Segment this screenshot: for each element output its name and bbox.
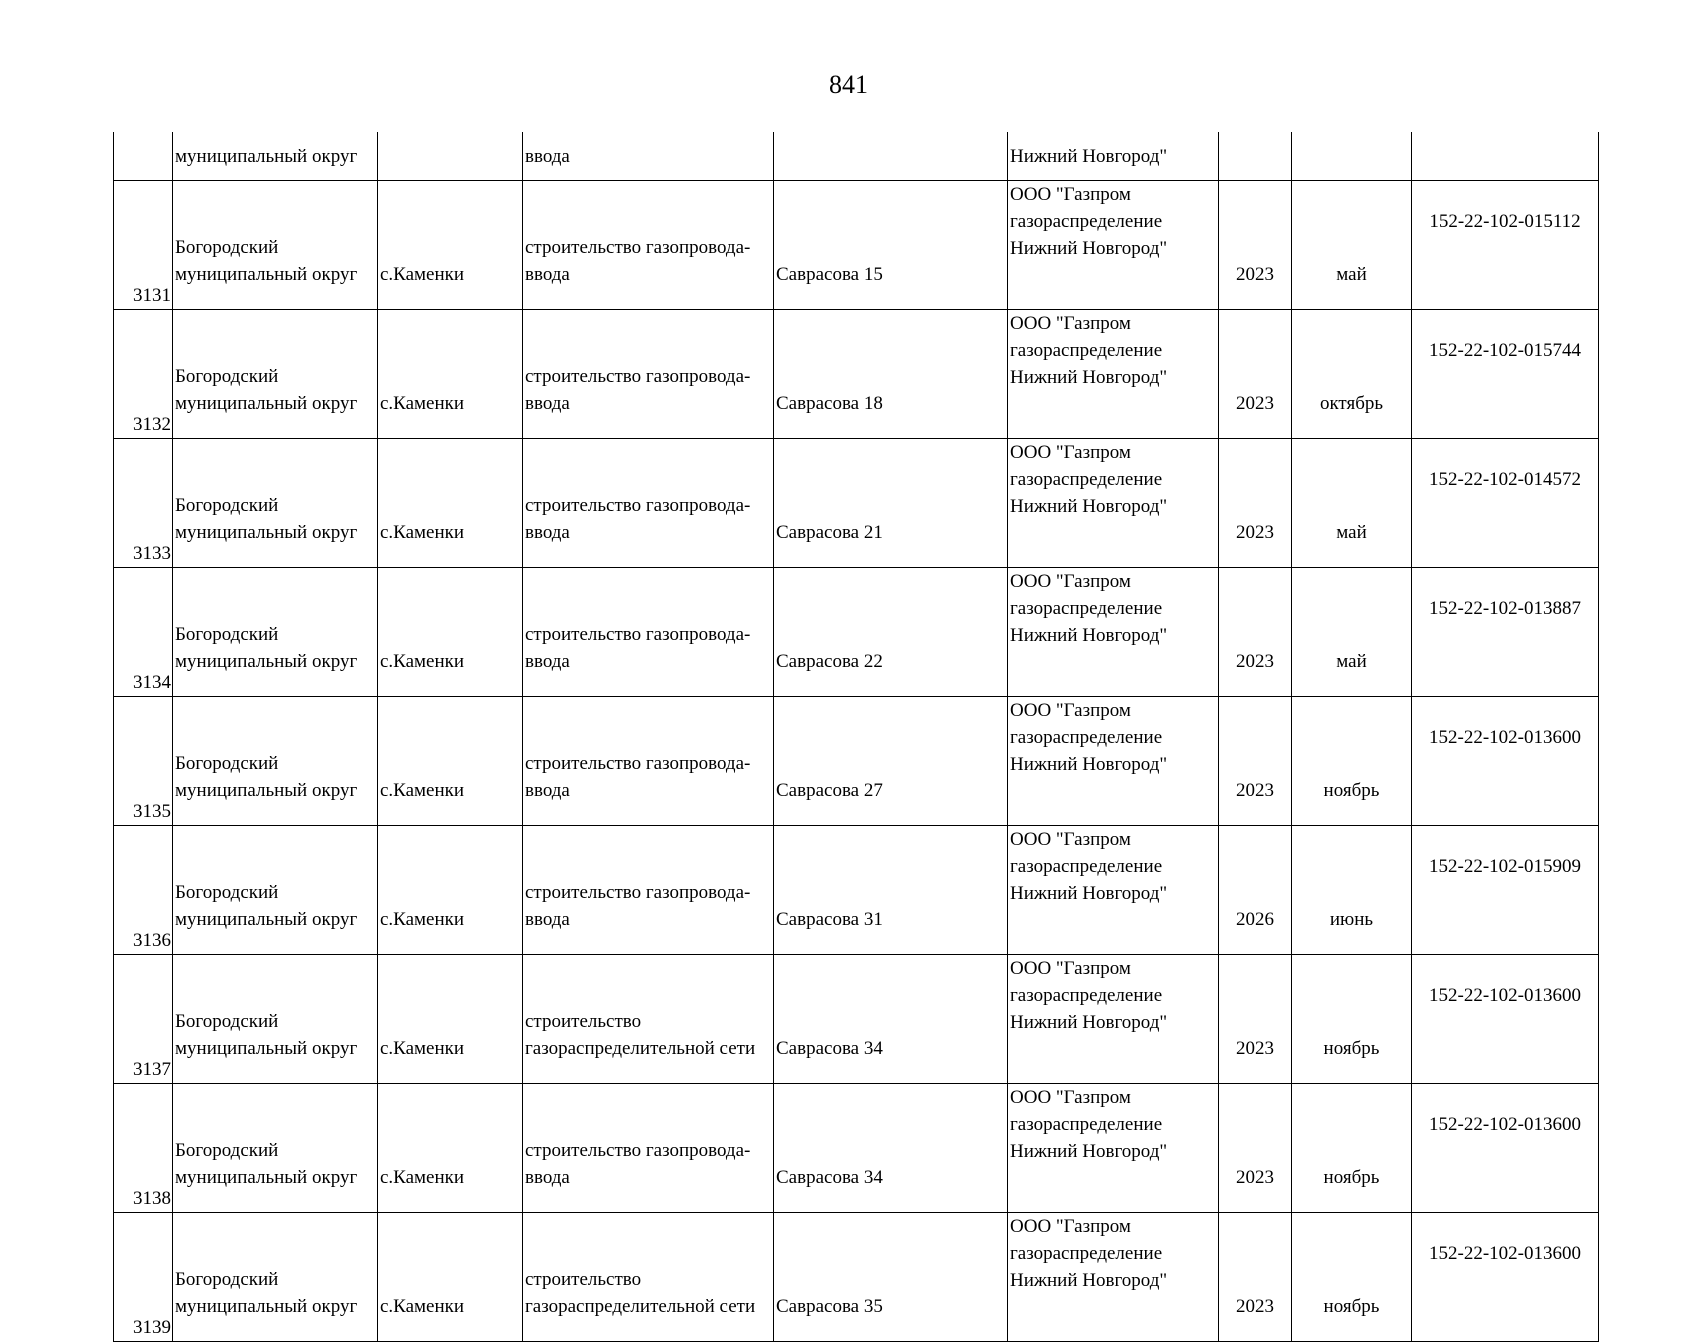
address-cell: Саврасова 35 (774, 1213, 1008, 1342)
address-cell: Саврасова 22 (774, 568, 1008, 697)
cell-line: газораспределение (1010, 1114, 1163, 1135)
month-cell: ноябрь (1292, 1213, 1412, 1342)
table-row (114, 439, 1599, 568)
organization-cell (1008, 1084, 1219, 1213)
organization-cell (1008, 826, 1219, 955)
year-cell: 2023 (1219, 181, 1292, 310)
cell-year (1219, 132, 1292, 181)
cell-line: Богородский (175, 1140, 279, 1161)
code-cell: 152-22-102-013600 (1412, 1084, 1599, 1213)
cell-line: муниципальный округ (175, 264, 358, 285)
locality-cell: с.Каменки (378, 310, 523, 439)
work-type-cell (523, 697, 774, 826)
cell-line: ввода (525, 393, 570, 414)
address-cell: Саврасова 31 (774, 826, 1008, 955)
page-number: 841 (829, 70, 868, 99)
cell-line: ООО "Газпром (1010, 958, 1131, 979)
cell-line: ввода (525, 264, 570, 285)
organization-cell (1008, 439, 1219, 568)
address-cell: Саврасова 34 (774, 1084, 1008, 1213)
cell-line: муниципальный округ (175, 1167, 358, 1188)
work-type-cell (523, 310, 774, 439)
cell-line: ввода (525, 651, 570, 672)
cell-line: ООО "Газпром (1010, 700, 1131, 721)
cell-line: ООО "Газпром (1010, 313, 1131, 334)
year-cell: 2023 (1219, 955, 1292, 1084)
cell-line: ввода (525, 780, 570, 801)
cell-line: Богородский (175, 1011, 279, 1032)
row-number: 3135 (114, 697, 173, 826)
row-number: 3139 (114, 1213, 173, 1342)
cell-code (1412, 132, 1599, 181)
year-cell: 2023 (1219, 1084, 1292, 1213)
cell-line: Богородский (175, 495, 279, 516)
cell-line: газораспределение (1010, 340, 1163, 361)
cell-line: газораспределительной сети (525, 1038, 756, 1059)
work-type-cell (523, 955, 774, 1084)
work-type-cell (523, 1084, 774, 1213)
locality-cell: с.Каменки (378, 955, 523, 1084)
cell-line: строительство газопровода- (525, 1140, 751, 1161)
row-number: 3131 (114, 181, 173, 310)
cell-line: муниципальный округ (175, 1038, 358, 1059)
cell-line: Нижний Новгород" (1010, 238, 1168, 259)
year-cell: 2023 (1219, 310, 1292, 439)
district-cell (173, 568, 378, 697)
cell-line: ООО "Газпром (1010, 571, 1131, 592)
cell-line: Богородский (175, 1269, 279, 1290)
district-cell (173, 1213, 378, 1342)
month-cell: май (1292, 568, 1412, 697)
table-body (114, 132, 1599, 1342)
address-cell: Саврасова 15 (774, 181, 1008, 310)
table-row (114, 568, 1599, 697)
year-cell: 2023 (1219, 568, 1292, 697)
row-number: 3137 (114, 955, 173, 1084)
cell-line: газораспределение (1010, 469, 1163, 490)
organization-cell (1008, 955, 1219, 1084)
district-cell (173, 1084, 378, 1213)
cell-district: муниципальный округ (173, 132, 378, 181)
address-cell: Саврасова 18 (774, 310, 1008, 439)
address-cell: Саврасова 34 (774, 955, 1008, 1084)
cell-line: ввода (525, 522, 570, 543)
cell-line: строительство (525, 1011, 642, 1032)
locality-cell: с.Каменки (378, 568, 523, 697)
cell-line: Богородский (175, 882, 279, 903)
table-row (114, 1213, 1599, 1342)
locality-cell: с.Каменки (378, 697, 523, 826)
locality-cell: с.Каменки (378, 1084, 523, 1213)
district-cell (173, 310, 378, 439)
cell-line: газораспределение (1010, 598, 1163, 619)
code-cell: 152-22-102-015909 (1412, 826, 1599, 955)
row-number: 3133 (114, 439, 173, 568)
work-type-cell (523, 181, 774, 310)
cell-line: муниципальный округ (175, 522, 358, 543)
continuation-row (114, 132, 1599, 181)
organization-cell (1008, 310, 1219, 439)
cell-line: Богородский (175, 366, 279, 387)
cell-line: муниципальный округ (175, 1296, 358, 1317)
table-row (114, 697, 1599, 826)
cell-line: газораспределение (1010, 211, 1163, 232)
cell-line: газораспределение (1010, 727, 1163, 748)
cell-line: строительство газопровода- (525, 366, 751, 387)
year-cell: 2023 (1219, 697, 1292, 826)
table-row (114, 826, 1599, 955)
cell-line: газораспределение (1010, 1243, 1163, 1264)
month-cell: октябрь (1292, 310, 1412, 439)
cell-month (1292, 132, 1412, 181)
cell-line: ООО "Газпром (1010, 442, 1131, 463)
cell-line: муниципальный округ (175, 393, 358, 414)
work-type-cell (523, 826, 774, 955)
row-number: 3132 (114, 310, 173, 439)
cell-line: строительство газопровода- (525, 624, 751, 645)
address-cell: Саврасова 21 (774, 439, 1008, 568)
month-cell: ноябрь (1292, 955, 1412, 1084)
district-cell (173, 826, 378, 955)
registry-table (113, 132, 1599, 1342)
cell-line: Нижний Новгород" (1010, 367, 1168, 388)
table-row (114, 955, 1599, 1084)
organization-cell (1008, 1213, 1219, 1342)
cell-line: ООО "Газпром (1010, 829, 1131, 850)
code-cell: 152-22-102-013600 (1412, 1213, 1599, 1342)
table-row (114, 310, 1599, 439)
cell-line: муниципальный округ (175, 909, 358, 930)
cell-line: Нижний Новгород" (1010, 1270, 1168, 1291)
district-cell (173, 697, 378, 826)
organization-cell (1008, 697, 1219, 826)
cell-line: Нижний Новгород" (1010, 754, 1168, 775)
locality-cell: с.Каменки (378, 181, 523, 310)
cell-line: строительство газопровода- (525, 882, 751, 903)
code-cell: 152-22-102-015744 (1412, 310, 1599, 439)
table-row (114, 1084, 1599, 1213)
work-type-cell (523, 439, 774, 568)
month-cell: ноябрь (1292, 1084, 1412, 1213)
cell-line: муниципальный округ (175, 651, 358, 672)
cell-line: Нижний Новгород" (1010, 496, 1168, 517)
cell-line: ввода (525, 909, 570, 930)
cell-line: строительство газопровода- (525, 495, 751, 516)
locality-cell: с.Каменки (378, 1213, 523, 1342)
cell-line: Нижний Новгород" (1010, 1141, 1168, 1162)
address-cell: Саврасова 27 (774, 697, 1008, 826)
cell-line: Нижний Новгород" (1010, 883, 1168, 904)
cell-line: строительство (525, 1269, 642, 1290)
cell-line: газораспределение (1010, 985, 1163, 1006)
organization-cell (1008, 568, 1219, 697)
cell-line: Богородский (175, 237, 279, 258)
locality-cell: с.Каменки (378, 826, 523, 955)
month-cell: май (1292, 181, 1412, 310)
cell-num (114, 132, 173, 181)
code-cell: 152-22-102-013600 (1412, 955, 1599, 1084)
cell-locality (378, 132, 523, 181)
district-cell (173, 181, 378, 310)
code-cell: 152-22-102-013887 (1412, 568, 1599, 697)
cell-org: Нижний Новгород" (1008, 132, 1219, 181)
cell-line: газораспределение (1010, 856, 1163, 877)
cell-line: ООО "Газпром (1010, 1216, 1131, 1237)
district-cell (173, 955, 378, 1084)
cell-line: строительство газопровода- (525, 753, 751, 774)
year-cell: 2026 (1219, 826, 1292, 955)
cell-line: ООО "Газпром (1010, 184, 1131, 205)
month-cell: июнь (1292, 826, 1412, 955)
year-cell: 2023 (1219, 1213, 1292, 1342)
month-cell: май (1292, 439, 1412, 568)
district-cell (173, 439, 378, 568)
code-cell: 152-22-102-014572 (1412, 439, 1599, 568)
cell-work: ввода (523, 132, 774, 181)
cell-address (774, 132, 1008, 181)
cell-line: строительство газопровода- (525, 237, 751, 258)
cell-line: ООО "Газпром (1010, 1087, 1131, 1108)
table-row (114, 181, 1599, 310)
cell-line: Богородский (175, 624, 279, 645)
row-number: 3136 (114, 826, 173, 955)
cell-line: Нижний Новгород" (1010, 625, 1168, 646)
code-cell: 152-22-102-015112 (1412, 181, 1599, 310)
year-cell: 2023 (1219, 439, 1292, 568)
row-number: 3138 (114, 1084, 173, 1213)
locality-cell: с.Каменки (378, 439, 523, 568)
cell-line: Богородский (175, 753, 279, 774)
row-number: 3134 (114, 568, 173, 697)
cell-line: ввода (525, 1167, 570, 1188)
month-cell: ноябрь (1292, 697, 1412, 826)
code-cell: 152-22-102-013600 (1412, 697, 1599, 826)
work-type-cell (523, 568, 774, 697)
cell-line: газораспределительной сети (525, 1296, 756, 1317)
cell-line: муниципальный округ (175, 780, 358, 801)
work-type-cell (523, 1213, 774, 1342)
cell-line: Нижний Новгород" (1010, 1012, 1168, 1033)
organization-cell (1008, 181, 1219, 310)
